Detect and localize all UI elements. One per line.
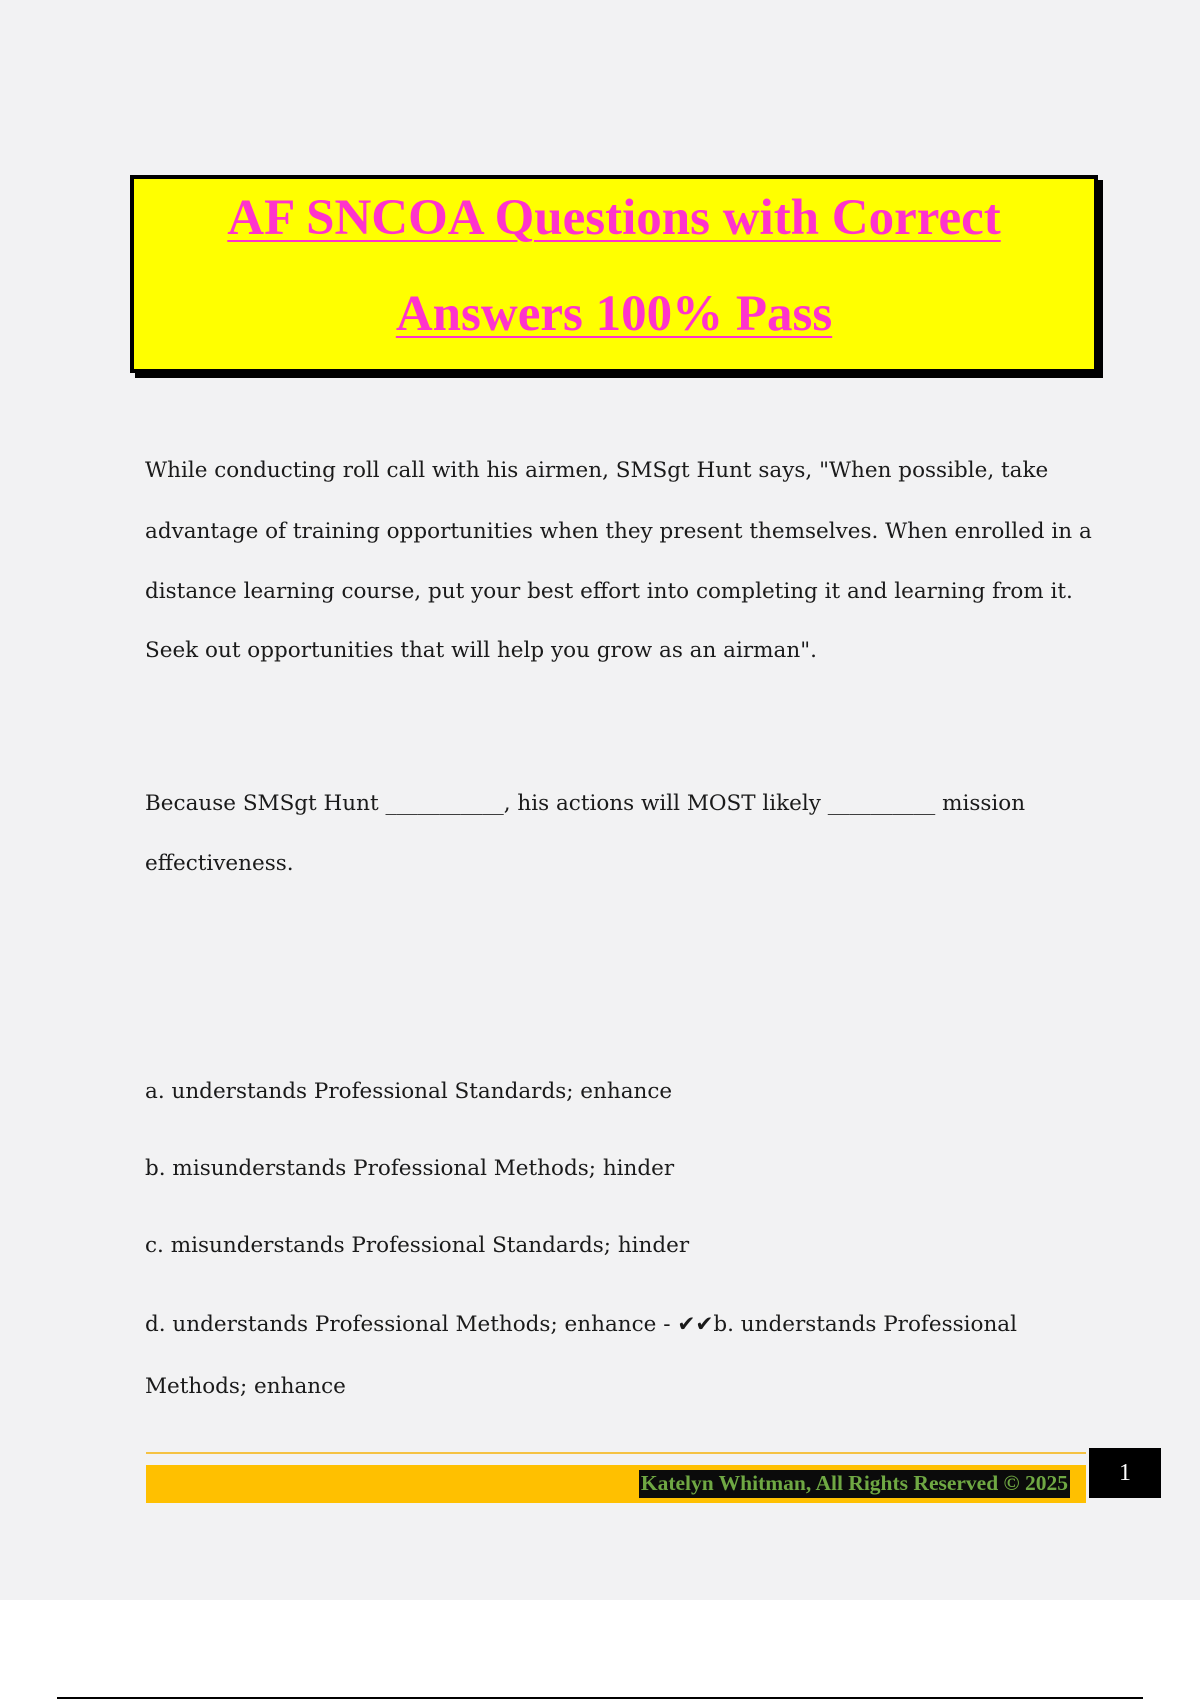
scenario-line: advantage of training opportunities when they present themselves. When enrolled in a	[145, 519, 1092, 544]
option-d: d. understands Professional Methods; enhance - ✔✔b. understands Professional	[145, 1312, 1017, 1337]
footer-divider	[146, 1452, 1086, 1454]
question-line: Because SMSgt Hunt ___________, his actions will MOST likely __________ mission	[145, 791, 1026, 816]
title-box	[130, 175, 1098, 373]
bottom-rule	[57, 1697, 1143, 1699]
scenario-line: Seek out opportunities that will help you grow as an airman".	[145, 638, 817, 663]
option-d-continued: Methods; enhance	[145, 1374, 346, 1399]
title-line-2: Answers 100% Pass	[395, 286, 833, 342]
footer-bar	[146, 1465, 1086, 1503]
scenario-line: While conducting roll call with his airmen, SMSgt Hunt says, "When possible, take	[145, 458, 1049, 483]
question-line: effectiveness.	[145, 851, 294, 876]
title-line-1: AF SNCOA Questions with Correct	[227, 190, 1001, 246]
option-c: c. misunderstands Professional Standards; hinder	[145, 1233, 690, 1258]
option-b: b. misunderstands Professional Methods; hinder	[145, 1156, 675, 1181]
scenario-line: distance learning course, put your best effort into completing it and learning from it.	[145, 579, 1073, 604]
copyright-notice: Katelyn Whitman, All Rights Reserved © 2025	[639, 1470, 1070, 1498]
option-a: a. understands Professional Standards; enhance	[145, 1079, 673, 1104]
page-number: 1	[1089, 1448, 1161, 1498]
